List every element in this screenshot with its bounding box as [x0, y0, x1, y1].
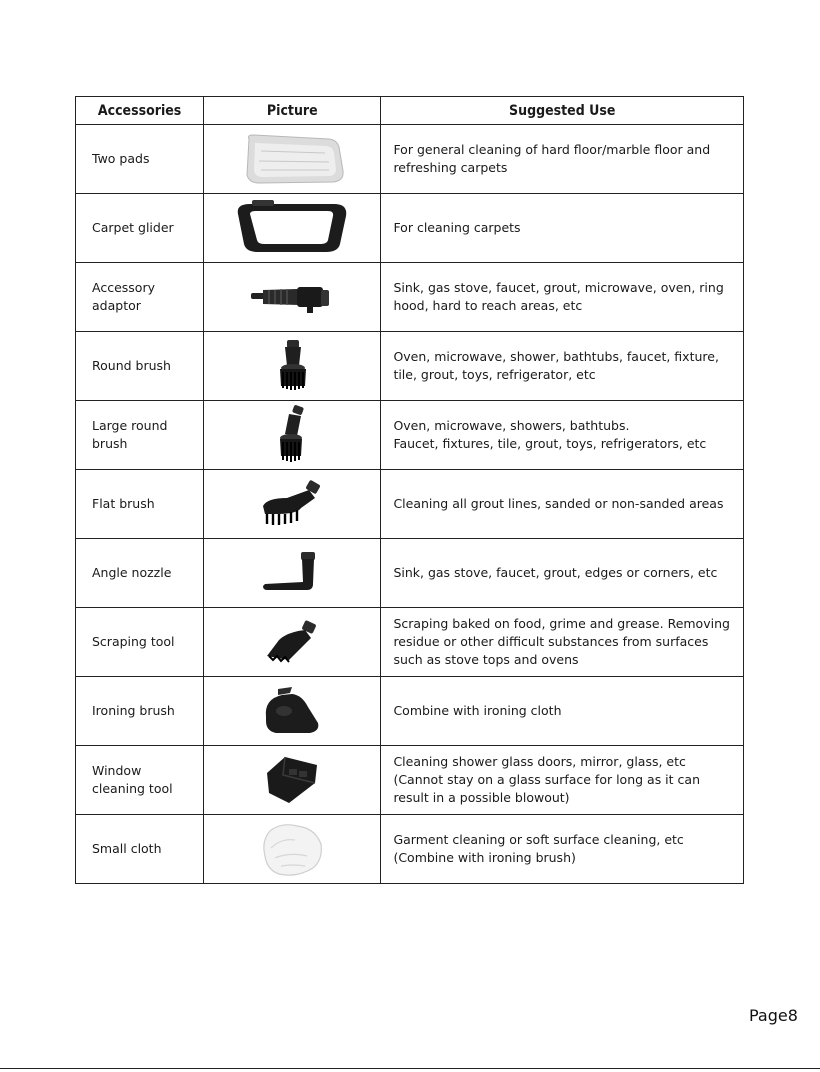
accessory-picture — [204, 401, 381, 470]
table-row — [76, 539, 744, 608]
accessory-name: Carpet glider — [76, 194, 204, 263]
accessory-picture — [204, 263, 381, 332]
window-tool-icon — [259, 751, 325, 809]
accessory-name: Large round brush — [76, 401, 204, 470]
header-suggested-use: Suggested Use — [381, 97, 744, 125]
accessory-picture — [204, 608, 381, 677]
table-row — [76, 194, 744, 263]
accessory-picture — [204, 539, 381, 608]
accessory-name: Two pads — [76, 125, 204, 194]
accessory-picture — [204, 332, 381, 401]
table-row — [76, 263, 744, 332]
accessory-picture — [204, 125, 381, 194]
accessory-name: Small cloth — [76, 815, 204, 884]
accessory-picture — [204, 815, 381, 884]
table-row — [76, 401, 744, 470]
large-round-brush-icon — [267, 404, 317, 466]
accessory-name: Scraping tool — [76, 608, 204, 677]
round-brush-icon — [267, 338, 317, 394]
small-cloth-icon — [257, 818, 327, 880]
suggested-use: Oven, microwave, showers, bathtubs. Faucet, fixtures, tile, grout, toys, refrigerators, etc — [381, 401, 744, 470]
carpet-glider-icon — [232, 198, 352, 258]
header-accessories: Accessories — [76, 97, 204, 125]
page-number: Page8 — [749, 1006, 798, 1025]
suggested-use: For cleaning carpets — [381, 194, 744, 263]
accessory-name: Ironing brush — [76, 677, 204, 746]
table-row — [76, 470, 744, 539]
accessory-picture — [204, 470, 381, 539]
accessory-name: Window cleaning tool — [76, 746, 204, 815]
flat-brush-icon — [257, 478, 327, 530]
suggested-use: Scraping baked on food, grime and grease. Removing residue or other difficult substances from surfaces such as stove tops and ovens — [381, 608, 744, 677]
suggested-use: Combine with ironing cloth — [381, 677, 744, 746]
suggested-use: Oven, microwave, shower, bathtubs, faucet, fixture, tile, grout, toys, refrigerator, etc — [381, 332, 744, 401]
suggested-use: For general cleaning of hard floor/marble floor and refreshing carpets — [381, 125, 744, 194]
accessory-name: Angle nozzle — [76, 539, 204, 608]
table-row — [76, 332, 744, 401]
table-row — [76, 125, 744, 194]
angle-nozzle-icon — [259, 548, 325, 598]
suggested-use: Sink, gas stove, faucet, grout, edges or corners, etc — [381, 539, 744, 608]
adaptor-icon — [247, 277, 337, 317]
pad-icon — [237, 131, 347, 187]
suggested-use: Sink, gas stove, faucet, grout, microwave, oven, ring hood, hard to reach areas, etc — [381, 263, 744, 332]
accessory-picture — [204, 746, 381, 815]
table-row — [76, 677, 744, 746]
table-row — [76, 815, 744, 884]
footer-divider — [0, 1068, 820, 1069]
accessory-picture — [204, 677, 381, 746]
table-row — [76, 746, 744, 815]
accessory-name: Flat brush — [76, 470, 204, 539]
suggested-use: Cleaning shower glass doors, mirror, glass, etc (Cannot stay on a glass surface for long as it can result in a possible blowout) — [381, 746, 744, 815]
suggested-use: Garment cleaning or soft surface cleaning, etc (Combine with ironing brush) — [381, 815, 744, 884]
suggested-use: Cleaning all grout lines, sanded or non-sanded areas — [381, 470, 744, 539]
table-header-row — [76, 97, 744, 125]
header-picture: Picture — [204, 97, 381, 125]
accessories-table — [75, 96, 744, 884]
ironing-brush-icon — [260, 683, 324, 739]
scraping-tool-icon — [259, 616, 325, 668]
accessory-name: Accessory adaptor — [76, 263, 204, 332]
table-row — [76, 608, 744, 677]
accessory-name: Round brush — [76, 332, 204, 401]
accessory-picture — [204, 194, 381, 263]
